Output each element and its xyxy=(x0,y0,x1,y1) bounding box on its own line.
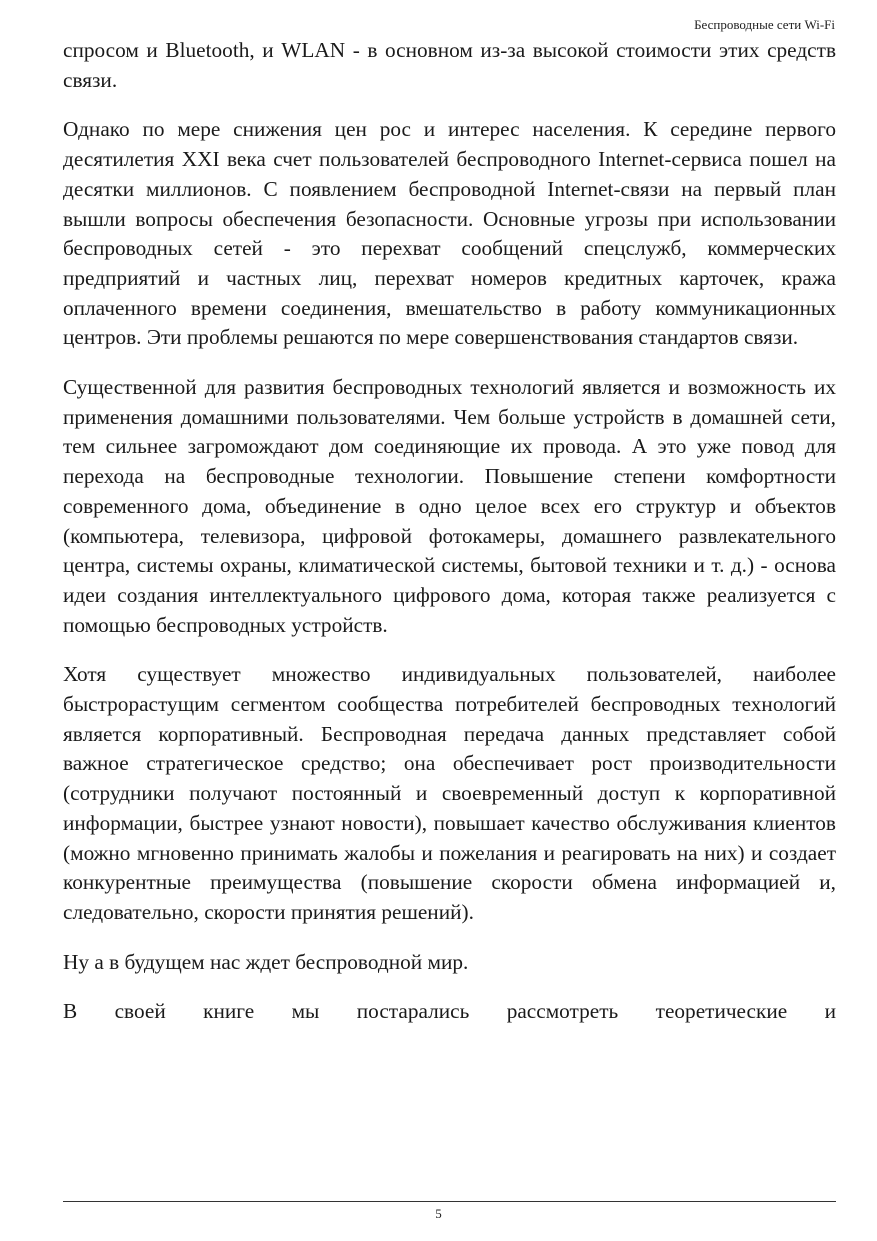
page-body xyxy=(63,36,836,1027)
paragraph: Ну а в будущем нас ждет беспроводной мир. xyxy=(63,949,469,974)
paragraph: Однако по мере снижения цен рос и интерес населения. К середине первого десятилетия XXI века счет пользователей беспроводного Internet-сервиса пошел на десятки миллионов. С появлением беспроводной Internet-связи на первый план вышли вопросы обеспечения безопасности. Основные угрозы при использовании беспроводных сетей - это перехват сообщений спецслужб, коммерческих предприятий и частных лиц, перехват номеров кредитных карточек, кража оплаченного времени соединения, вмешательство в работу коммуникационных центров. Эти проблемы решаются по мере совершенствования стандартов связи. xyxy=(63,117,836,350)
paragraph: Хотя существует множество индивидуальных пользователей, наиболее быстрорастущим сегментом сообщества потребителей беспроводных технологий является корпоративный. Беспроводная передача данных представляет собой важное стратегическое средство; она обеспечивает рост производительности (сотрудники получают постоянный и своевременный доступ к корпоративной информации, быстрее узнают новости), повышает качество обслуживания клиентов (можно мгновенно принимать жалобы и пожелания и реагировать на них) и создает конкурентные преимущества (повышение скорости обмена информацией и, следовательно, скорости принятия решений). xyxy=(63,662,836,924)
running-header: Беспроводные сети Wi-Fi xyxy=(694,17,835,32)
paragraph: В своей книге мы постарались рассмотреть теоретические и xyxy=(63,999,836,1024)
paragraph: спросом и Bluetooth, и WLAN - в основном из-за высокой стоимости этих средств связи. xyxy=(63,38,836,92)
page-number: 5 xyxy=(435,1206,442,1221)
footer-divider xyxy=(63,1201,836,1202)
paragraph: Существенной для развития беспроводных технологий является и возможность их применения домашними пользователями. Чем больше устройств в домашней сети, тем сильнее загромождают дом соединяющие их провода. А это уже повод для перехода на беспроводные технологии. Повышение степени комфортности современного дома, объединение в одно целое всех его структур и объектов (компьютера, телевизора, цифровой фотокамеры, домашнего развлекательного центра, системы охраны, климатической системы, бытовой техники и т. д.) - основа идеи создания интеллектуального цифрового дома, которая также реализуется с помощью беспроводных устройств. xyxy=(63,375,836,637)
